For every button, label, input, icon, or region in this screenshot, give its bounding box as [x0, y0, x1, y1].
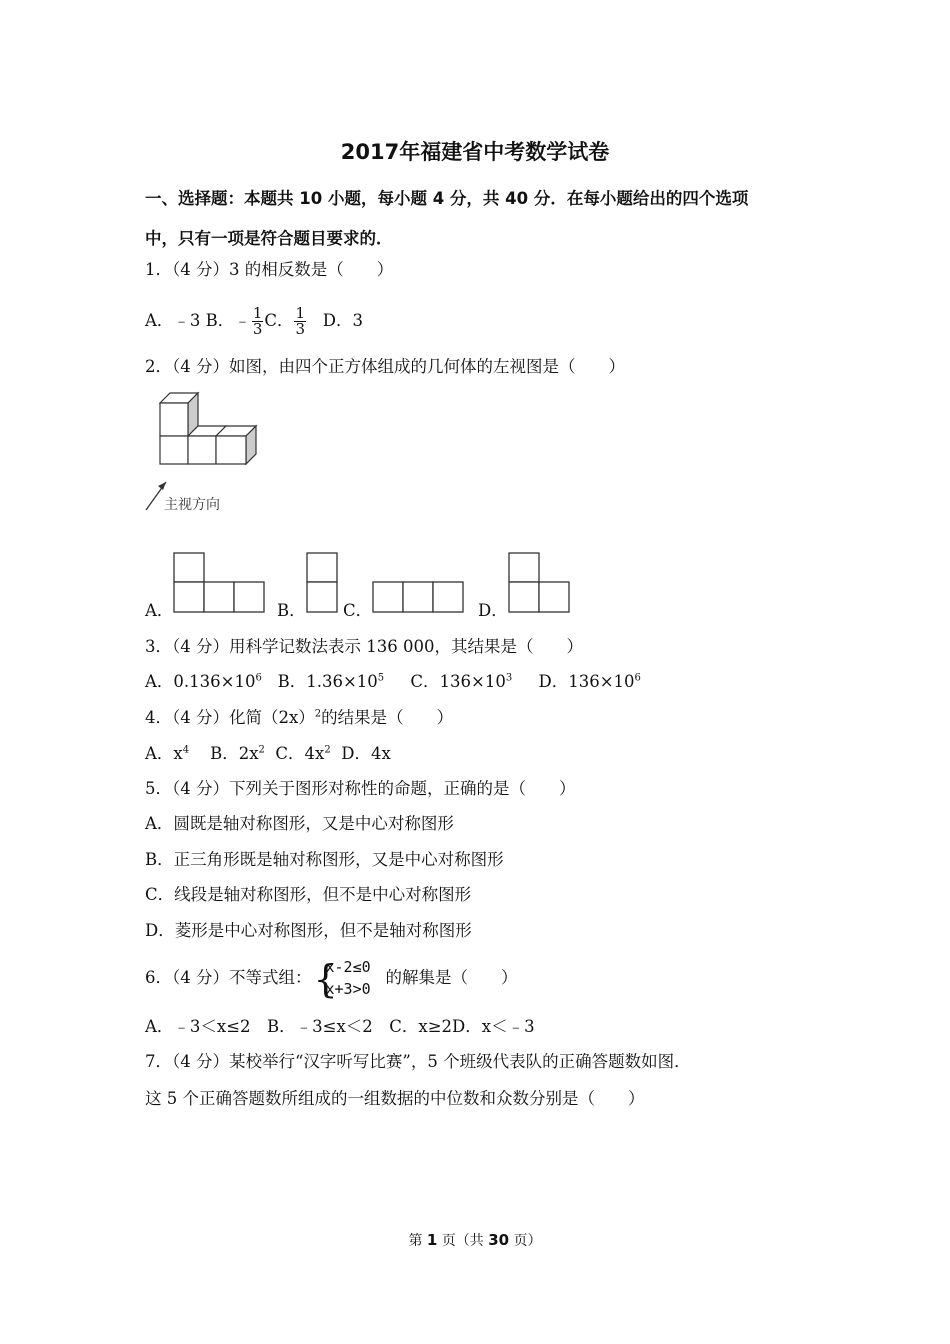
q4-option-d: D．4x — [341, 744, 391, 763]
question-1-options — [145, 306, 363, 337]
q5-option-b: B．正三角形既是轴对称图形，又是中心对称图形 — [145, 850, 504, 869]
exam-title: 2017年福建省中考数学试卷 — [340, 140, 610, 164]
section-heading-line1: 一、选择题：本题共 10 小题，每小题 4 分，共 40 分．在每小题给出的四个选项 — [145, 189, 749, 208]
q1-option-a: A．﹣3 — [145, 311, 201, 330]
q4-option-c: C．$4x^2$ — [275, 744, 331, 763]
q2-option-d-figure — [508, 552, 570, 614]
q5-option-d: D．菱形是中心对称图形，但不是轴对称图形 — [145, 921, 472, 940]
q2-option-c-figure — [372, 581, 465, 614]
q2-option-b-label: B． — [277, 601, 306, 620]
q3-option-a: A．$0.136\times 10^6$ — [145, 672, 262, 691]
q3-option-d: D．$136\times 10^6$ — [538, 672, 641, 691]
q1-option-b-label: B．﹣ — [205, 311, 251, 330]
q1-option-c-label: C． — [264, 311, 294, 330]
question-3-options — [145, 671, 641, 693]
q3-option-c: C．$136\times 10^3$ — [410, 672, 513, 691]
q1-option-d: D．3 — [322, 311, 364, 330]
q3-option-b: B．$1.36\times 10^5$ — [277, 672, 385, 691]
q2-option-c-label: C． — [343, 601, 373, 620]
question-7-stem-line2: 这 5 个正确答题数所组成的一组数据的中位数和众数分别是（ ） — [145, 1089, 645, 1108]
q1-option-c-fraction: $\frac{1}{3}$ — [295, 304, 306, 338]
q5-option-c: C．线段是轴对称图形，但不是中心对称图形 — [145, 885, 472, 904]
q4-option-b: B．$2x^2$ — [210, 744, 265, 763]
current-page: 1 — [426, 1231, 438, 1249]
question-4-options — [145, 743, 391, 765]
question-5-stem: 5．（4 分）下列关于图形对称性的命题，正确的是（ ） — [145, 779, 576, 798]
q4-option-a: A．$x^4$ — [145, 744, 190, 763]
question-6-options: A．﹣3＜x≤2 B．﹣3≤x＜2 C．x≥2D．x＜﹣3 — [145, 1017, 535, 1036]
q2-option-a-label: A． — [145, 601, 174, 620]
q2-option-d-label: D． — [478, 601, 508, 620]
q2-solid-figure — [140, 388, 280, 518]
q2-option-a-figure — [173, 552, 266, 614]
question-7-stem-line1: 7．（4 分）某校举行“汉字听写比赛”，5 个班级代表队的正确答题数如图． — [145, 1052, 691, 1071]
section-heading-line2: 中，只有一项是符合题目要求的． — [145, 229, 393, 248]
q2-option-b-figure — [306, 552, 338, 614]
q5-option-a: A．圆既是轴对称图形，又是中心对称图形 — [145, 814, 454, 833]
page-footer: 第 1 页（共 30 页） — [408, 1231, 542, 1249]
view-direction-label: 主视方向 — [164, 497, 220, 513]
question-3-stem: 3．（4 分）用科学记数法表示 136 000，其结果是（ ） — [145, 637, 583, 656]
question-2-stem: 2．（4 分）如图，由四个正方体组成的几何体的左视图是（ ） — [145, 357, 625, 376]
question-1-stem: 1．（4 分）3 的相反数是（ ） — [145, 260, 394, 279]
total-pages: 30 — [488, 1231, 510, 1249]
inequality-system: { x-2≤0 x+3>0 — [313, 956, 371, 1001]
question-4-stem: 4．（4 分）化简$(2x)^2$的结果是（ ） — [145, 708, 454, 727]
question-6-stem: 6．（4 分）不等式组： { x-2≤0 x+3>0 的解集是（ ） — [145, 956, 518, 1001]
q1-option-b-fraction: $\frac{1}{3}$ — [252, 304, 263, 338]
